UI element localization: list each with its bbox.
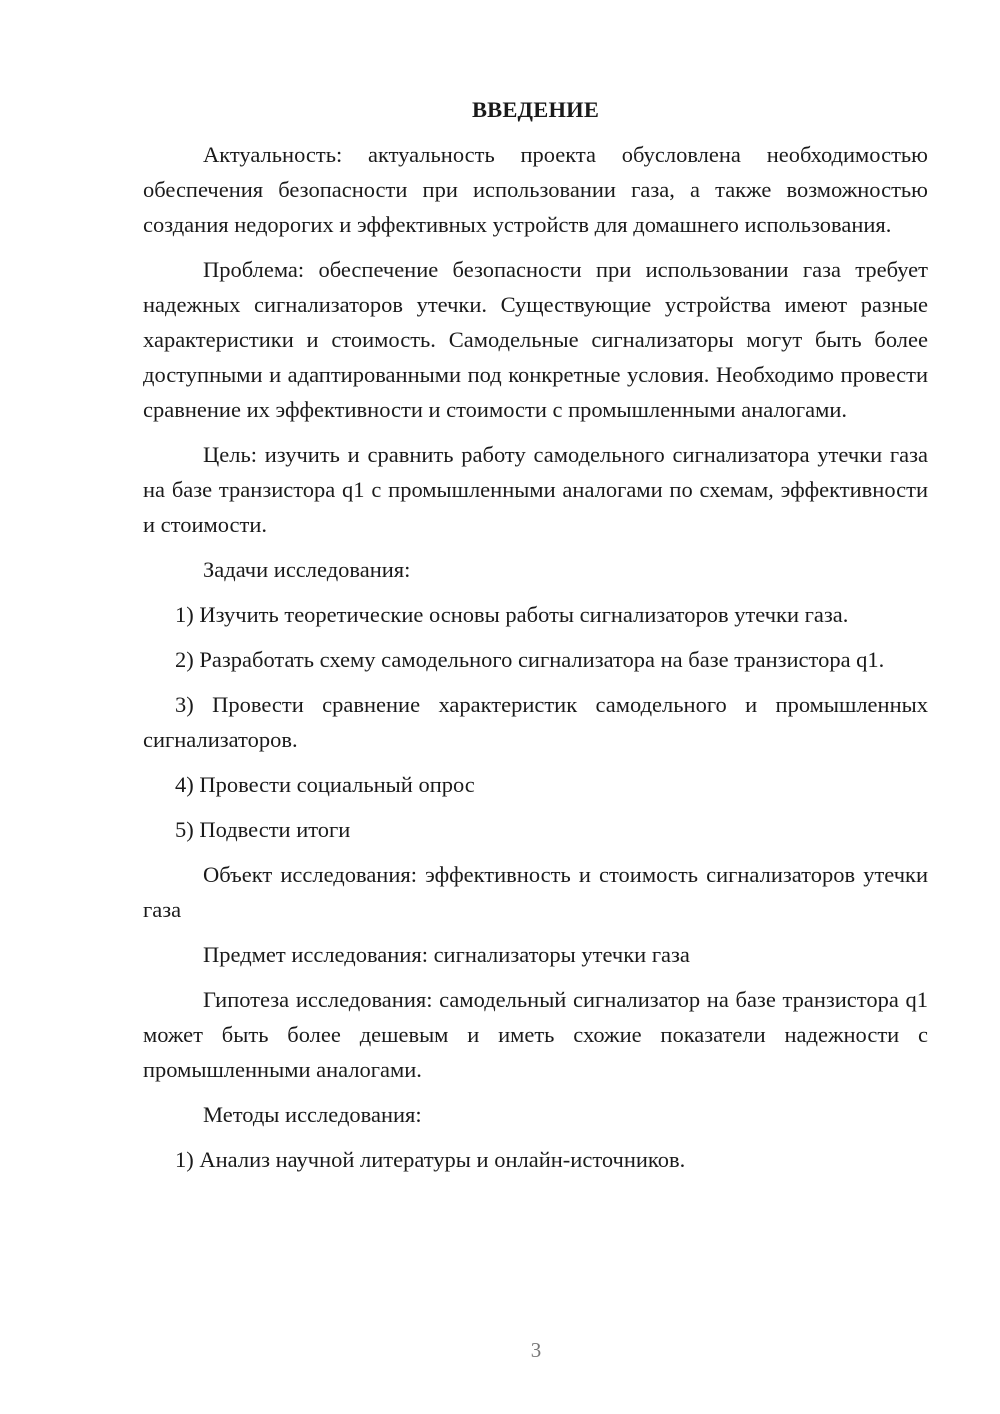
- paragraph-methods-heading: Методы исследования:: [203, 1102, 422, 1127]
- paragraph-hypothesis: Гипотеза исследования: самодельный сигнализатор на базе транзистора q1 может быть более дешевым и иметь схожие показатели надежности с промышленными аналогами.: [143, 987, 928, 1082]
- method-item: 1) Анализ научной литературы и онлайн-источников.: [175, 1147, 686, 1172]
- task-item: 1) Изучить теоретические основы работы сигнализаторов утечки газа.: [175, 602, 849, 627]
- page-number: 3: [530, 1338, 542, 1362]
- paragraph-tasks-heading: Задачи исследования:: [203, 557, 411, 582]
- task-item: 3) Провести сравнение характеристик самодельного и промышленных сигнализаторов.: [143, 692, 928, 752]
- task-item: 5) Подвести итоги: [175, 817, 351, 842]
- page-title: ВВЕДЕНИЕ: [471, 97, 600, 122]
- paragraph-relevance: Актуальность: актуальность проекта обусловлена необходимостью обеспечения безопасности при использовании газа, а также возможностью создания недорогих и эффективных устройств для домашнего использования.: [143, 142, 928, 237]
- task-item: 4) Провести социальный опрос: [175, 772, 475, 797]
- task-item: 2) Разработать схему самодельного сигнализатора на базе транзистора q1.: [175, 647, 885, 672]
- paragraph-goal: Цель: изучить и сравнить работу самодельного сигнализатора утечки газа на базе транзистора q1 с промышленными аналогами по схемам, эффективности и стоимости.: [143, 442, 928, 537]
- paragraph-problem: Проблема: обеспечение безопасности при использовании газа требует надежных сигнализаторов утечки. Существующие устройства имеют разные характеристики и стоимость. Самодельные сигнализаторы могут быть более доступными и адаптированными под конкретные условия. Необходимо провести сравнение их эффективности и стоимости с промышленными аналогами.: [143, 257, 928, 422]
- document-body: [143, 92, 928, 1187]
- paragraph-subject: Предмет исследования: сигнализаторы утечки газа: [203, 942, 690, 967]
- paragraph-object: Объект исследования: эффективность и стоимость сигнализаторов утечки газа: [143, 862, 928, 922]
